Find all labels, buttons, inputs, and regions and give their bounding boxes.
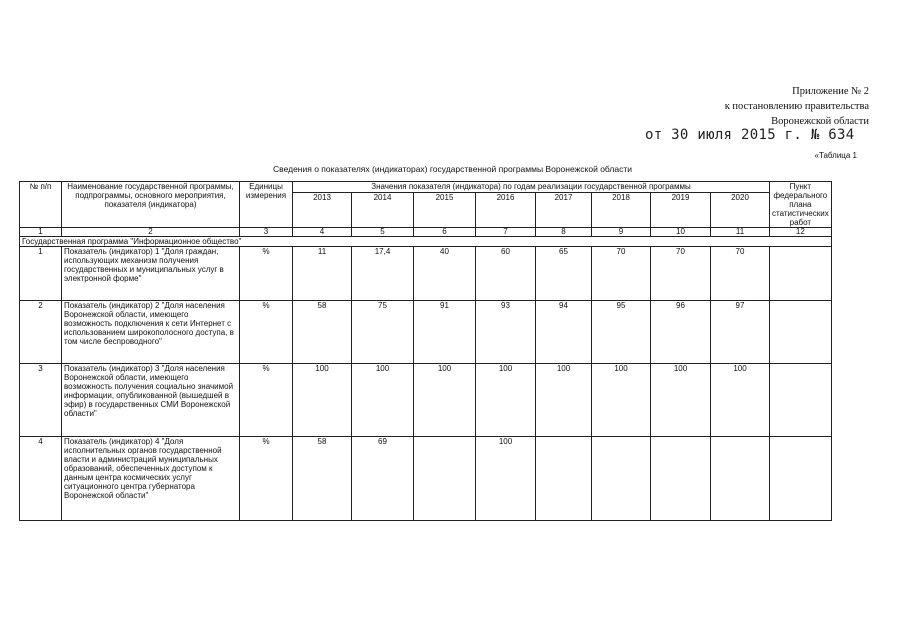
year-header: 2014 bbox=[352, 193, 414, 228]
row-unit: % bbox=[240, 301, 293, 364]
row-num: 2 bbox=[20, 301, 62, 364]
column-number: 6 bbox=[414, 228, 476, 237]
value-2015 bbox=[414, 437, 476, 521]
header-values-group: Значения показателя (индикатора) по годам реализации государственной программы bbox=[293, 182, 770, 193]
value-2014: 69 bbox=[352, 437, 414, 521]
row-plan bbox=[770, 247, 832, 301]
row-num: 4 bbox=[20, 437, 62, 521]
header-row-1 bbox=[20, 182, 832, 193]
value-2020 bbox=[711, 437, 770, 521]
table-label: «Таблица 1 bbox=[814, 151, 857, 160]
appendix-block bbox=[725, 84, 869, 129]
value-2017: 94 bbox=[536, 301, 592, 364]
value-2018: 95 bbox=[592, 301, 651, 364]
value-2016: 100 bbox=[476, 364, 536, 437]
value-2013: 100 bbox=[293, 364, 352, 437]
date-stamp: от 30 июля 2015 г. № 634 bbox=[645, 127, 855, 143]
row-plan bbox=[770, 301, 832, 364]
table-row bbox=[20, 247, 832, 301]
row-indicator-name: Показатель (индикатор) 2 "Доля населения Воронежской области, имеющего возможность подключения к сети Интернет с использованием широкополосного доступа, в том числе беспроводного" bbox=[62, 301, 240, 364]
value-2015: 40 bbox=[414, 247, 476, 301]
header-plan: Пункт федерального плана статистических работ bbox=[770, 182, 832, 228]
year-header: 2019 bbox=[651, 193, 711, 228]
row-num: 3 bbox=[20, 364, 62, 437]
column-number: 12 bbox=[770, 228, 832, 237]
value-2019: 96 bbox=[651, 301, 711, 364]
column-number: 8 bbox=[536, 228, 592, 237]
header-name: Наименование государственной программы, подпрограммы, основного мероприятия, показателя (индикатора) bbox=[62, 182, 240, 228]
table-row bbox=[20, 301, 832, 364]
value-2017 bbox=[536, 437, 592, 521]
row-indicator-name: Показатель (индикатор) 4 "Доля исполнительных органов государственной власти и администраций муниципальных образований, обеспеченных доступом к данным центра космических услуг ситуационного центра губернатора Воронежской области" bbox=[62, 437, 240, 521]
value-2014: 100 bbox=[352, 364, 414, 437]
value-2014: 17,4 bbox=[352, 247, 414, 301]
value-2013: 58 bbox=[293, 301, 352, 364]
year-header: 2013 bbox=[293, 193, 352, 228]
column-number: 9 bbox=[592, 228, 651, 237]
appendix-number: Приложение № 2 bbox=[792, 86, 869, 97]
year-header: 2020 bbox=[711, 193, 770, 228]
appendix-reference: к постановлению правительства bbox=[724, 101, 869, 112]
column-number: 11 bbox=[711, 228, 770, 237]
table-row bbox=[20, 437, 832, 521]
value-2016: 100 bbox=[476, 437, 536, 521]
indicators-table bbox=[19, 181, 832, 521]
value-2016: 60 bbox=[476, 247, 536, 301]
year-header: 2018 bbox=[592, 193, 651, 228]
column-number: 3 bbox=[240, 228, 293, 237]
section-row bbox=[20, 237, 832, 247]
column-number-row bbox=[20, 228, 832, 237]
value-2018: 70 bbox=[592, 247, 651, 301]
row-indicator-name: Показатель (индикатор) 3 "Доля населения Воронежской области, имеющего возможность получения социально значимой информации, опубликованной (вышедшей в эфир) в государственных СМИ Воронежской области" bbox=[62, 364, 240, 437]
header-num: № п/п bbox=[20, 182, 62, 228]
value-2020: 70 bbox=[711, 247, 770, 301]
value-2017: 100 bbox=[536, 364, 592, 437]
value-2014: 75 bbox=[352, 301, 414, 364]
column-number: 4 bbox=[293, 228, 352, 237]
header-unit: Единицы измерения bbox=[240, 182, 293, 228]
value-2015: 100 bbox=[414, 364, 476, 437]
column-number: 5 bbox=[352, 228, 414, 237]
row-num: 1 bbox=[20, 247, 62, 301]
value-2015: 91 bbox=[414, 301, 476, 364]
value-2017: 65 bbox=[536, 247, 592, 301]
document-title: Сведения о показателях (индикаторах) государственной программы Воронежской области bbox=[273, 164, 632, 174]
value-2019: 70 bbox=[651, 247, 711, 301]
value-2020: 100 bbox=[711, 364, 770, 437]
row-plan bbox=[770, 364, 832, 437]
value-2018 bbox=[592, 437, 651, 521]
column-number: 1 bbox=[20, 228, 62, 237]
value-2019 bbox=[651, 437, 711, 521]
value-2020: 97 bbox=[711, 301, 770, 364]
value-2013: 58 bbox=[293, 437, 352, 521]
year-header: 2017 bbox=[536, 193, 592, 228]
value-2013: 11 bbox=[293, 247, 352, 301]
year-header: 2016 bbox=[476, 193, 536, 228]
column-number: 7 bbox=[476, 228, 536, 237]
column-number: 2 bbox=[62, 228, 240, 237]
row-unit: % bbox=[240, 437, 293, 521]
section-title: Государственная программа "Информационное общество" bbox=[20, 237, 832, 247]
appendix-region: Воронежской области bbox=[771, 116, 869, 127]
row-plan bbox=[770, 437, 832, 521]
row-indicator-name: Показатель (индикатор) 1 "Доля граждан, использующих механизм получения государственных и муниципальных услуг в электронной форме" bbox=[62, 247, 240, 301]
table-row bbox=[20, 364, 832, 437]
row-unit: % bbox=[240, 247, 293, 301]
value-2019: 100 bbox=[651, 364, 711, 437]
column-number: 10 bbox=[651, 228, 711, 237]
row-unit: % bbox=[240, 364, 293, 437]
year-header: 2015 bbox=[414, 193, 476, 228]
value-2016: 93 bbox=[476, 301, 536, 364]
value-2018: 100 bbox=[592, 364, 651, 437]
